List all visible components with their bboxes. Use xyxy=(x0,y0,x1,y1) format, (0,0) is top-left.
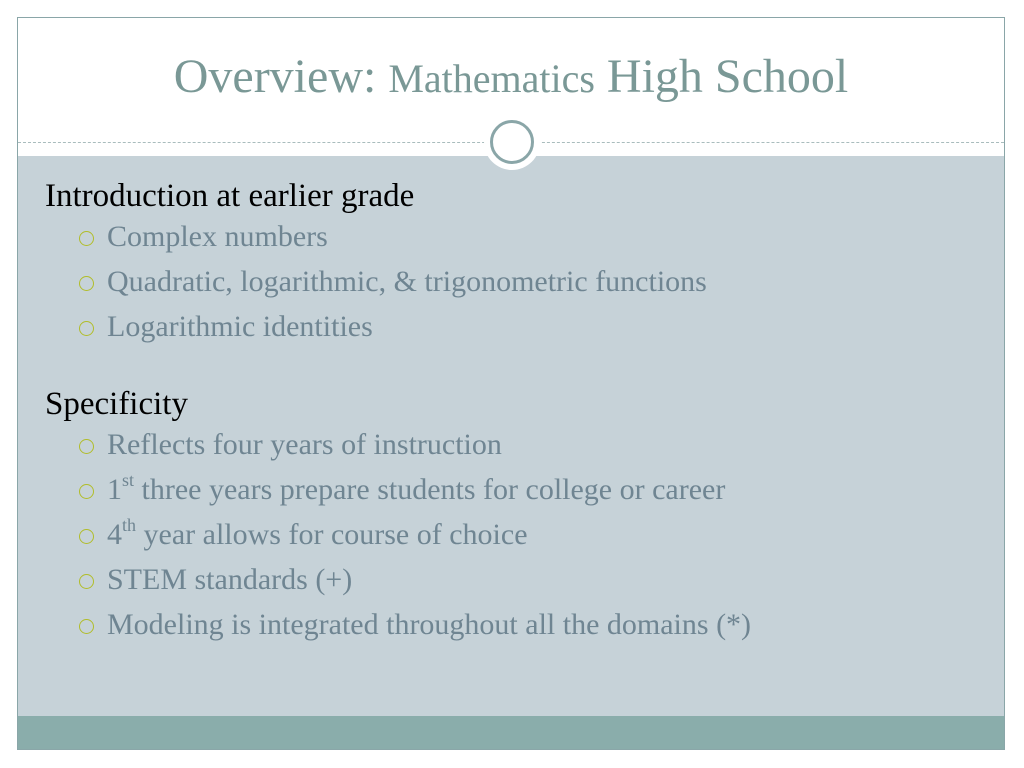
bullet-text: year allows for course of choice xyxy=(136,518,528,551)
content-area xyxy=(18,156,1004,716)
list-item xyxy=(45,261,707,306)
hollow-circle-icon xyxy=(79,231,94,246)
slide-title xyxy=(18,48,1004,108)
section-heading: Introduction at earlier grade xyxy=(45,178,415,214)
circle-ring xyxy=(490,120,534,164)
list-item xyxy=(45,306,707,351)
section-specificity xyxy=(45,384,751,649)
bullet-list xyxy=(45,424,751,649)
bullet-text: Complex numbers xyxy=(107,220,328,253)
slide xyxy=(17,17,1005,750)
ordinal-suffix: st xyxy=(122,470,135,490)
title-mathematics: Mathematics xyxy=(388,56,595,101)
title-overview: Overview: xyxy=(173,50,389,103)
bullet-number: 4 xyxy=(107,518,122,551)
bullet-text: Logarithmic identities xyxy=(107,310,373,343)
bullet-text: Reflects four years of instruction xyxy=(107,428,502,461)
section-introduction xyxy=(45,176,707,351)
bullet-text: three years prepare students for college or career xyxy=(134,473,726,506)
hollow-circle-icon xyxy=(79,276,94,291)
hollow-circle-icon xyxy=(79,439,94,454)
hollow-circle-icon xyxy=(79,484,94,499)
double-circle-icon xyxy=(484,114,540,170)
title-high-school: High School xyxy=(594,50,849,103)
list-item xyxy=(45,559,751,604)
bullet-text: Modeling is integrated throughout all the domains (*) xyxy=(107,608,752,641)
footer-bar xyxy=(18,716,1004,750)
list-item xyxy=(45,424,751,469)
ordinal-suffix: th xyxy=(122,515,137,535)
section-heading: Specificity xyxy=(45,386,188,422)
bullet-list xyxy=(45,216,707,351)
bullet-number: 1 xyxy=(107,473,122,506)
hollow-circle-icon xyxy=(79,529,94,544)
hollow-circle-icon xyxy=(79,321,94,336)
bullet-text: Quadratic, logarithmic, & trigonometric functions xyxy=(107,265,707,298)
list-item xyxy=(45,604,751,649)
list-item xyxy=(45,514,751,559)
list-item xyxy=(45,469,751,514)
list-item xyxy=(45,216,707,261)
hollow-circle-icon xyxy=(79,619,94,634)
hollow-circle-icon xyxy=(79,574,94,589)
bullet-text: STEM standards (+) xyxy=(107,563,353,596)
